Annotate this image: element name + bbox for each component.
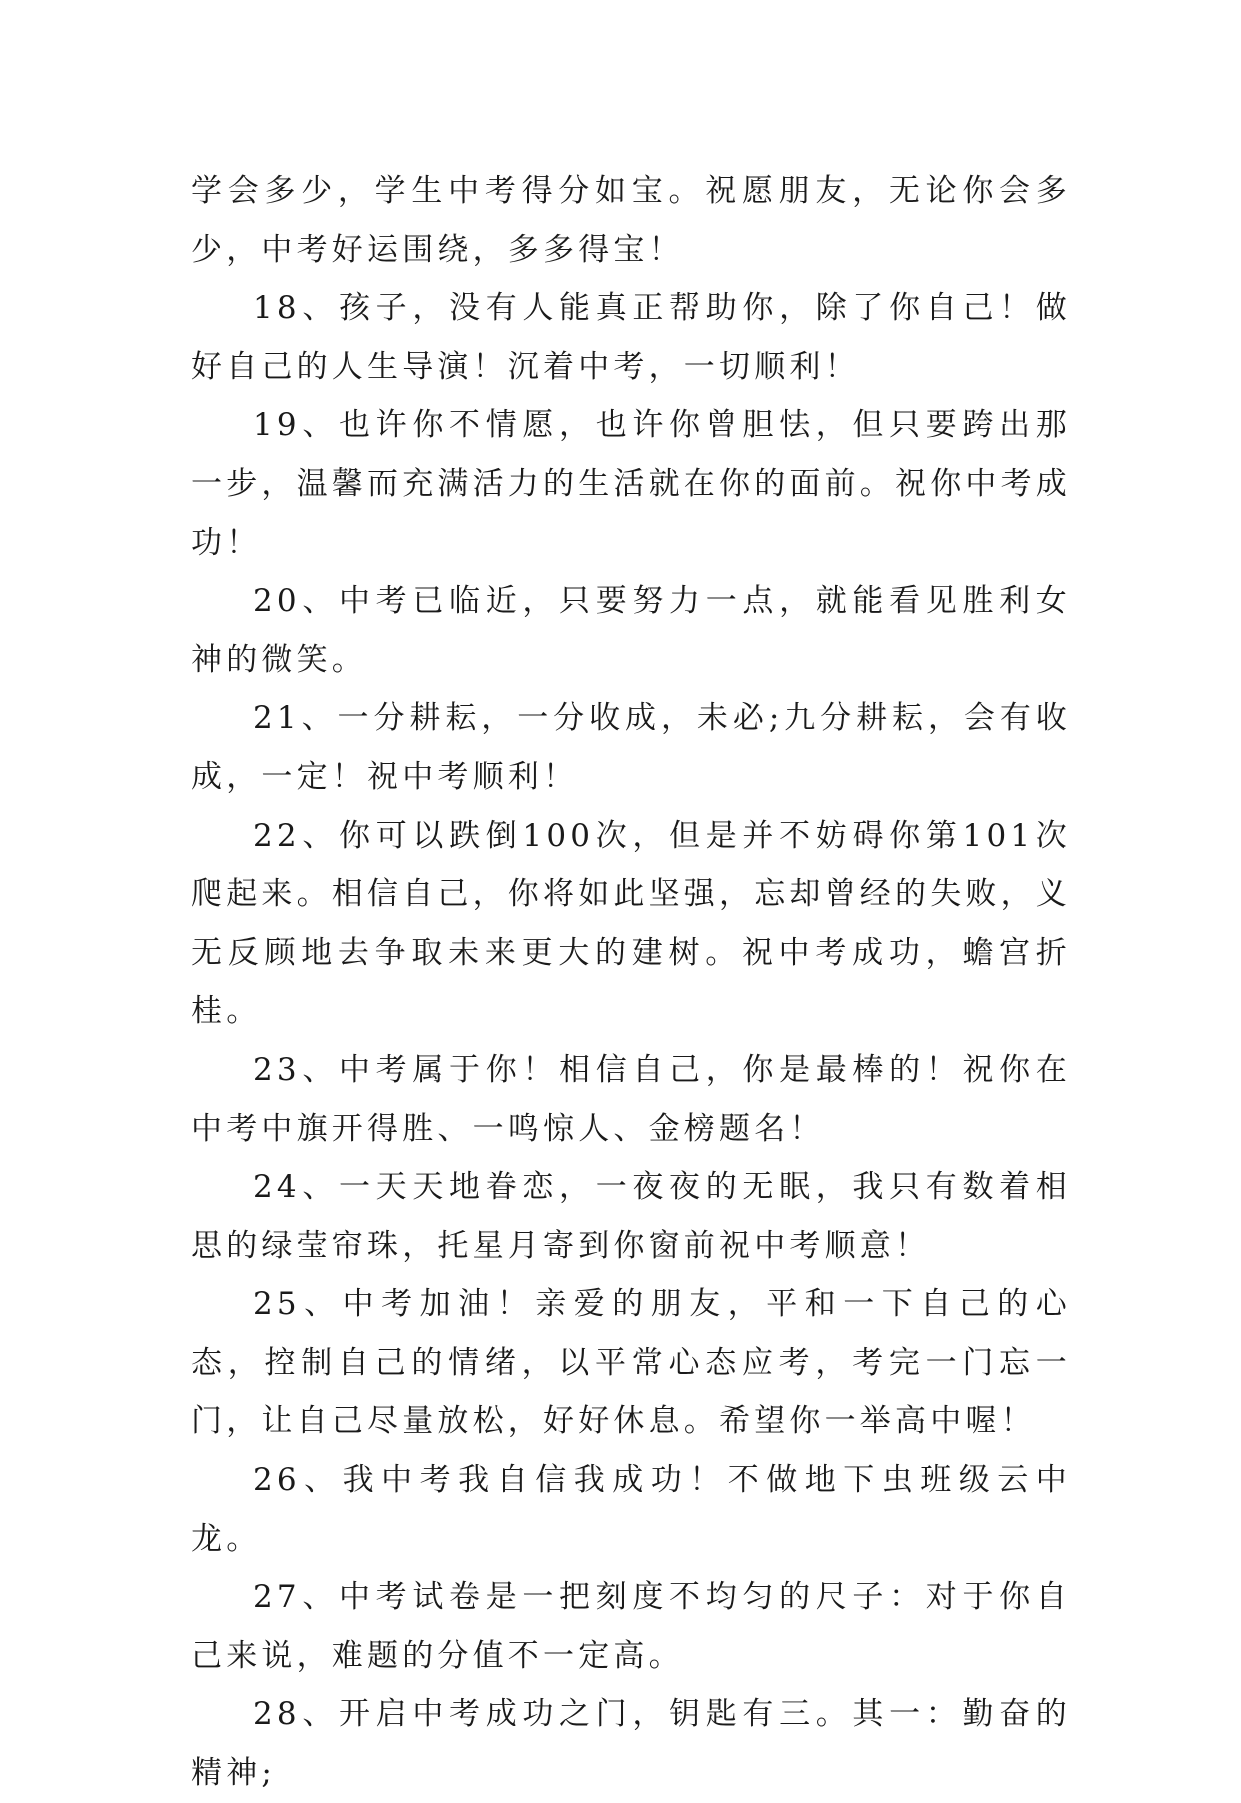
paragraph-item-19: 19、也许你不情愿，也许你曾胆怯，但只要跨出那一步，温馨而充满活力的生活就在你的面前。祝你中考成功！ xyxy=(191,407,1071,561)
paragraph-item-21: 21、一分耕耘，一分收成，未必;九分耕耘，会有收成，一定！祝中考顺利！ xyxy=(191,700,1071,795)
document-body xyxy=(191,162,1071,1803)
paragraph-item-23: 23、中考属于你！相信自己，你是最棒的！祝你在中考中旗开得胜、一鸣惊人、金榜题名！ xyxy=(191,1051,1071,1147)
paragraph-item-28: 28、开启中考成功之门，钥匙有三。其一：勤奋的精神; xyxy=(191,1696,1071,1792)
paragraph-item-25: 25、中考加油！亲爱的朋友，平和一下自己的心态，控制自己的情绪，以平常心态应考，考完一门忘一门，让自己尽量放松，好好休息。希望你一举高中喔！ xyxy=(191,1286,1071,1440)
paragraph-item-18: 18、孩子，没有人能真正帮助你，除了你自己！做好自己的人生导演！沉着中考，一切顺利！ xyxy=(191,290,1071,385)
paragraph-item-26: 26、我中考我自信我成功！不做地下虫班级云中龙。 xyxy=(191,1462,1071,1557)
paragraph-continuation: 学会多少，学生中考得分如宝。祝愿朋友，无论你会多少，中考好运围绕，多多得宝！ xyxy=(191,173,1071,268)
paragraph-item-20: 20、中考已临近，只要努力一点，就能看见胜利女神的微笑。 xyxy=(191,583,1071,678)
paragraph-item-24: 24、一天天地眷恋，一夜夜的无眠，我只有数着相思的绿莹帘珠，托星月寄到你窗前祝中考顺意！ xyxy=(191,1169,1071,1264)
paragraph-item-22: 22、你可以跌倒100次，但是并不妨碍你第101次爬起来。相信自己，你将如此坚强，忘却曾经的失败，义无反顾地去争取未来更大的建树。祝中考成功，蟾宫折桂。 xyxy=(191,817,1071,1030)
paragraph-item-27: 27、中考试卷是一把刻度不均匀的尺子：对于你自己来说，难题的分值不一定高。 xyxy=(191,1579,1071,1674)
